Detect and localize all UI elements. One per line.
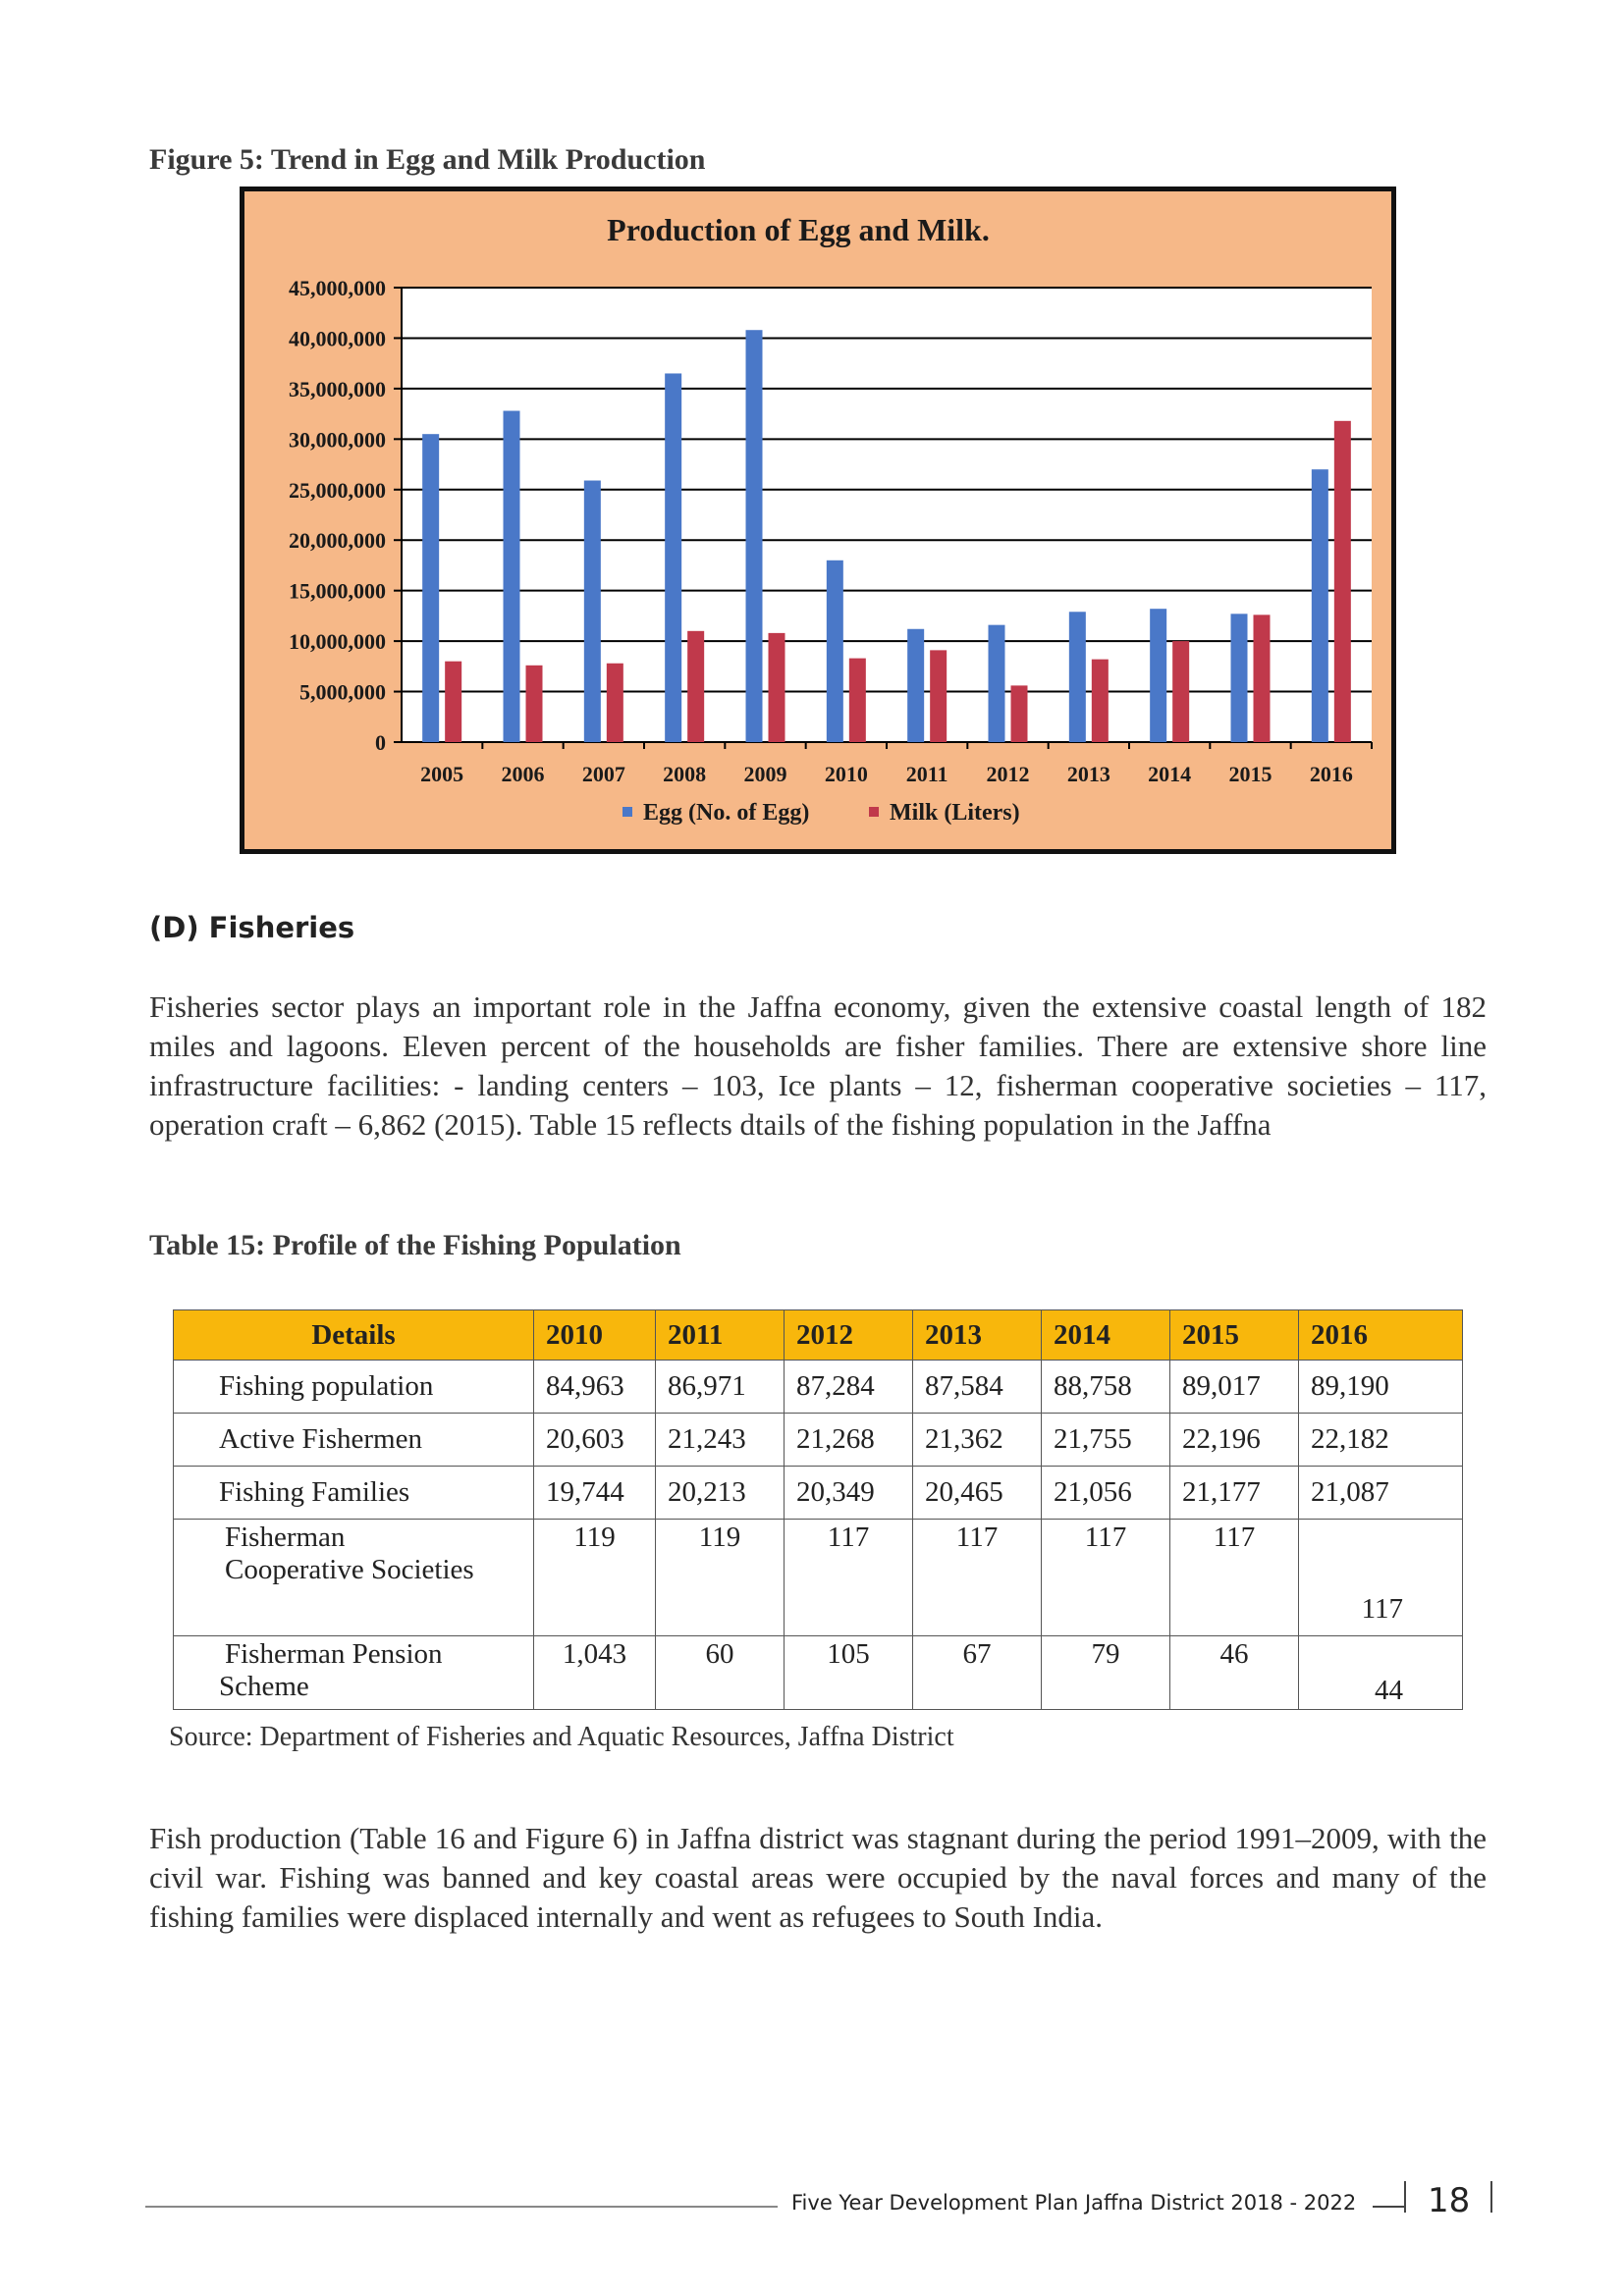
chart-title: Production of Egg and Milk.: [607, 212, 990, 247]
x-tick-label: 2012: [986, 762, 1030, 786]
table-cell: 88,758: [1042, 1361, 1170, 1414]
milk-bar: [1092, 660, 1109, 742]
y-tick-label: 25,000,000: [289, 477, 386, 503]
table-cell: 46: [1170, 1636, 1299, 1710]
table-cell: 117: [785, 1520, 913, 1636]
fish-production-paragraph: Fish production (Table 16 and Figure 6) in Jaffna district was stagnant during the period 1991–2009, with the civil war. Fishing was banned and key coastal areas were occupied by the naval forces and many of the fishing families were displaced internally and went as refugees to South India.: [149, 1821, 1487, 1934]
milk-bar: [769, 633, 785, 742]
table-cell: 119: [534, 1520, 656, 1636]
egg-bar: [746, 330, 763, 742]
legend-label-egg: Egg (No. of Egg): [643, 800, 810, 826]
egg-bar: [1312, 469, 1328, 742]
table-cell: 20,603: [534, 1414, 656, 1467]
footer-divider: [1404, 2181, 1406, 2213]
row-label-line: Cooperative Societies: [225, 1554, 474, 1585]
footer-dash: [1373, 2206, 1404, 2208]
header-cell: 2013: [913, 1310, 1042, 1361]
legend-label-milk: Milk (Liters): [890, 800, 1020, 826]
section-heading: (D) Fisheries: [149, 911, 355, 944]
footer-divider: [1490, 2181, 1492, 2213]
x-tick-label: 2011: [905, 762, 948, 786]
table-cell: 20,465: [913, 1467, 1042, 1520]
header-cell: 2015: [1170, 1310, 1299, 1361]
milk-bar: [1334, 421, 1351, 742]
table-row: [174, 1467, 1463, 1520]
table-cell: 79: [1042, 1636, 1170, 1710]
table-cell: 44: [1299, 1636, 1463, 1710]
table-cell: 19,744: [534, 1467, 656, 1520]
y-tick-label: 45,000,000: [289, 276, 386, 300]
x-tick-label: 2010: [824, 762, 868, 786]
table-cell: 119: [656, 1520, 785, 1636]
egg-bar: [827, 561, 843, 742]
table-cell: 105: [785, 1636, 913, 1710]
egg-bar: [989, 625, 1005, 742]
chart-canvas: [244, 191, 1391, 849]
table-cell: 1,043: [534, 1636, 656, 1710]
milk-bar: [849, 659, 866, 742]
egg-bar: [584, 481, 601, 742]
table-cell: 21,243: [656, 1414, 785, 1467]
y-tick-label: 10,000,000: [289, 629, 386, 655]
table-cell: 22,182: [1299, 1414, 1463, 1467]
header-cell: 2016: [1299, 1310, 1463, 1361]
table-header-row: [174, 1310, 1463, 1361]
table-row: [174, 1520, 1463, 1636]
x-tick-label: 2006: [501, 762, 545, 786]
x-tick-label: 2016: [1309, 762, 1353, 786]
table-source: Source: Department of Fisheries and Aquatic Resources, Jaffna District: [169, 1722, 954, 1752]
x-tick-label: 2015: [1228, 762, 1272, 786]
row-label: Fishing Families: [174, 1467, 534, 1520]
x-tick-label: 2007: [581, 762, 625, 786]
x-tick-label: 2013: [1066, 762, 1110, 786]
table-cell: 89,190: [1299, 1361, 1463, 1414]
table-cell: 117: [1170, 1520, 1299, 1636]
milk-bar: [1172, 641, 1189, 742]
table-cell: 22,196: [1170, 1414, 1299, 1467]
table-cell: 21,087: [1299, 1467, 1463, 1520]
egg-bar: [1069, 612, 1086, 742]
footer-rule: [145, 2206, 778, 2208]
egg-bar: [907, 629, 924, 742]
y-tick-label: 20,000,000: [289, 528, 386, 554]
y-tick-label: 35,000,000: [289, 376, 386, 401]
milk-bar: [930, 650, 947, 742]
y-tick-label: 30,000,000: [289, 427, 386, 453]
row-label: [174, 1636, 534, 1710]
table-row: [174, 1414, 1463, 1467]
table-caption: Table 15: Profile of the Fishing Population: [149, 1229, 681, 1261]
x-tick-label: 2014: [1148, 762, 1192, 786]
table-cell: 21,177: [1170, 1467, 1299, 1520]
table-cell: 117: [1299, 1520, 1463, 1636]
table-row: [174, 1361, 1463, 1414]
table-cell: 86,971: [656, 1361, 785, 1414]
table-cell: 84,963: [534, 1361, 656, 1414]
milk-bar: [687, 631, 704, 742]
egg-bar: [1150, 609, 1166, 742]
egg-bar: [422, 434, 439, 742]
row-label: [174, 1520, 534, 1636]
figure-caption: Figure 5: Trend in Egg and Milk Production: [149, 143, 706, 176]
milk-bar: [445, 662, 461, 742]
legend-swatch-egg: [623, 807, 632, 817]
table-cell: 21,056: [1042, 1467, 1170, 1520]
milk-bar: [1011, 685, 1028, 742]
table-cell: 60: [656, 1636, 785, 1710]
row-label: Fishing population: [174, 1361, 534, 1414]
legend-swatch-milk: [869, 807, 879, 817]
table-cell: 20,213: [656, 1467, 785, 1520]
table-cell: 20,349: [785, 1467, 913, 1520]
footer-text: Five Year Development Plan Jaffna District 2018 - 2022: [791, 2191, 1357, 2215]
header-cell: 2011: [656, 1310, 785, 1361]
table-row: [174, 1636, 1463, 1710]
table-cell: 21,755: [1042, 1414, 1170, 1467]
table-cell: 117: [913, 1520, 1042, 1636]
fishing-population-table: [173, 1309, 1463, 1710]
header-cell: 2014: [1042, 1310, 1170, 1361]
milk-bar: [526, 666, 543, 742]
table-cell: 87,584: [913, 1361, 1042, 1414]
milk-bar: [607, 664, 623, 742]
y-tick-label: 15,000,000: [289, 578, 386, 604]
plot-area: [402, 288, 1372, 742]
row-label-line: Scheme: [219, 1671, 309, 1702]
fisheries-paragraph: Fisheries sector plays an important role in the Jaffna economy, given the extensive coastal length of 182 miles and lagoons. Eleven percent of the households are fisher families. There are extensive shore line infrastructure facilities: - landing centers – 103, Ice plants – 12, fisherman cooperative societies – 117, operation craft – 6,862 (2015). Table 15 reflects dtails of the fishing population in the Jaffna: [149, 989, 1487, 1142]
header-cell: 2010: [534, 1310, 656, 1361]
row-label: Active Fishermen: [174, 1414, 534, 1467]
table-cell: 89,017: [1170, 1361, 1299, 1414]
page-number: 18: [1428, 2181, 1471, 2220]
row-label-line: Fisherman Pension: [225, 1638, 443, 1670]
milk-bar: [1254, 614, 1271, 742]
table-cell: 87,284: [785, 1361, 913, 1414]
row-label-line: Fisherman: [225, 1522, 346, 1553]
y-tick-label: 5,000,000: [299, 679, 386, 705]
table-cell: 67: [913, 1636, 1042, 1710]
table-cell: 21,268: [785, 1414, 913, 1467]
table-cell: 117: [1042, 1520, 1170, 1636]
x-tick-label: 2009: [743, 762, 787, 786]
header-cell: 2012: [785, 1310, 913, 1361]
header-cell: Details: [174, 1310, 534, 1361]
x-tick-label: 2008: [663, 762, 707, 786]
egg-bar: [504, 411, 520, 742]
egg-milk-chart: [240, 187, 1396, 854]
egg-bar: [1231, 614, 1248, 742]
x-tick-label: 2005: [420, 762, 464, 786]
table-cell: 21,362: [913, 1414, 1042, 1467]
y-tick-label: 0: [375, 730, 386, 755]
y-tick-label: 40,000,000: [289, 326, 386, 351]
egg-bar: [665, 373, 681, 742]
